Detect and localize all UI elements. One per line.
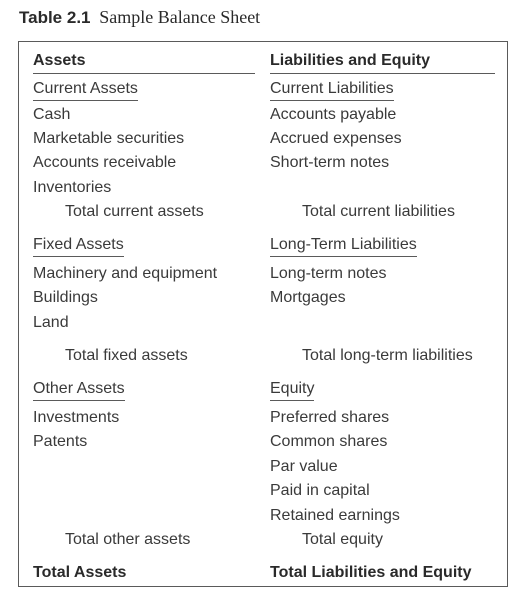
list-item: Paid in capital — [270, 482, 370, 499]
list-item: Cash — [33, 106, 71, 123]
current-liabilities-title: Current Liabilities — [270, 79, 394, 101]
list-item: Buildings — [33, 289, 98, 306]
list-item: Short-term notes — [270, 154, 390, 171]
list-item: Par value — [270, 458, 338, 475]
long-term-liabilities-title: Long-Term Liabilities — [270, 235, 417, 257]
list-item: Inventories — [33, 179, 112, 196]
total-current-assets: Total current assets — [65, 203, 204, 220]
total-other-assets: Total other assets — [65, 531, 191, 548]
table-number: Table 2.1 — [19, 8, 91, 27]
liabilities-header: Liabilities and Equity — [270, 52, 431, 69]
liabilities-header-rule — [270, 73, 495, 74]
assets-header: Assets — [33, 52, 86, 69]
list-item: Marketable securities — [33, 130, 185, 147]
list-item: Common shares — [270, 433, 388, 450]
other-assets-title: Other Assets — [33, 379, 125, 401]
table-caption — [19, 7, 260, 28]
total-fixed-assets: Total fixed assets — [65, 347, 188, 364]
list-item: Machinery and equipment — [33, 265, 218, 282]
list-item: Retained earnings — [270, 507, 400, 524]
total-current-liabilities: Total current liabilities — [302, 203, 455, 220]
table-title: Sample Balance Sheet — [99, 7, 261, 27]
list-item: Investments — [33, 409, 120, 426]
current-assets-title: Current Assets — [33, 79, 138, 101]
list-item: Accounts payable — [270, 106, 397, 123]
total-long-term-liabilities: Total long-term liabilities — [302, 347, 473, 364]
total-assets: Total Assets — [33, 564, 127, 581]
list-item: Long-term notes — [270, 265, 387, 282]
list-item: Patents — [33, 433, 88, 450]
list-item: Land — [33, 314, 69, 331]
balance-sheet-table — [18, 41, 508, 587]
total-equity: Total equity — [302, 531, 383, 548]
assets-header-rule — [33, 73, 255, 74]
list-item: Preferred shares — [270, 409, 390, 426]
list-item: Accounts receivable — [33, 154, 177, 171]
total-liabilities-and-equity: Total Liabilities and Equity — [270, 564, 472, 581]
equity-title: Equity — [270, 379, 314, 401]
list-item: Accrued expenses — [270, 130, 402, 147]
list-item: Mortgages — [270, 289, 346, 306]
fixed-assets-title: Fixed Assets — [33, 235, 124, 257]
